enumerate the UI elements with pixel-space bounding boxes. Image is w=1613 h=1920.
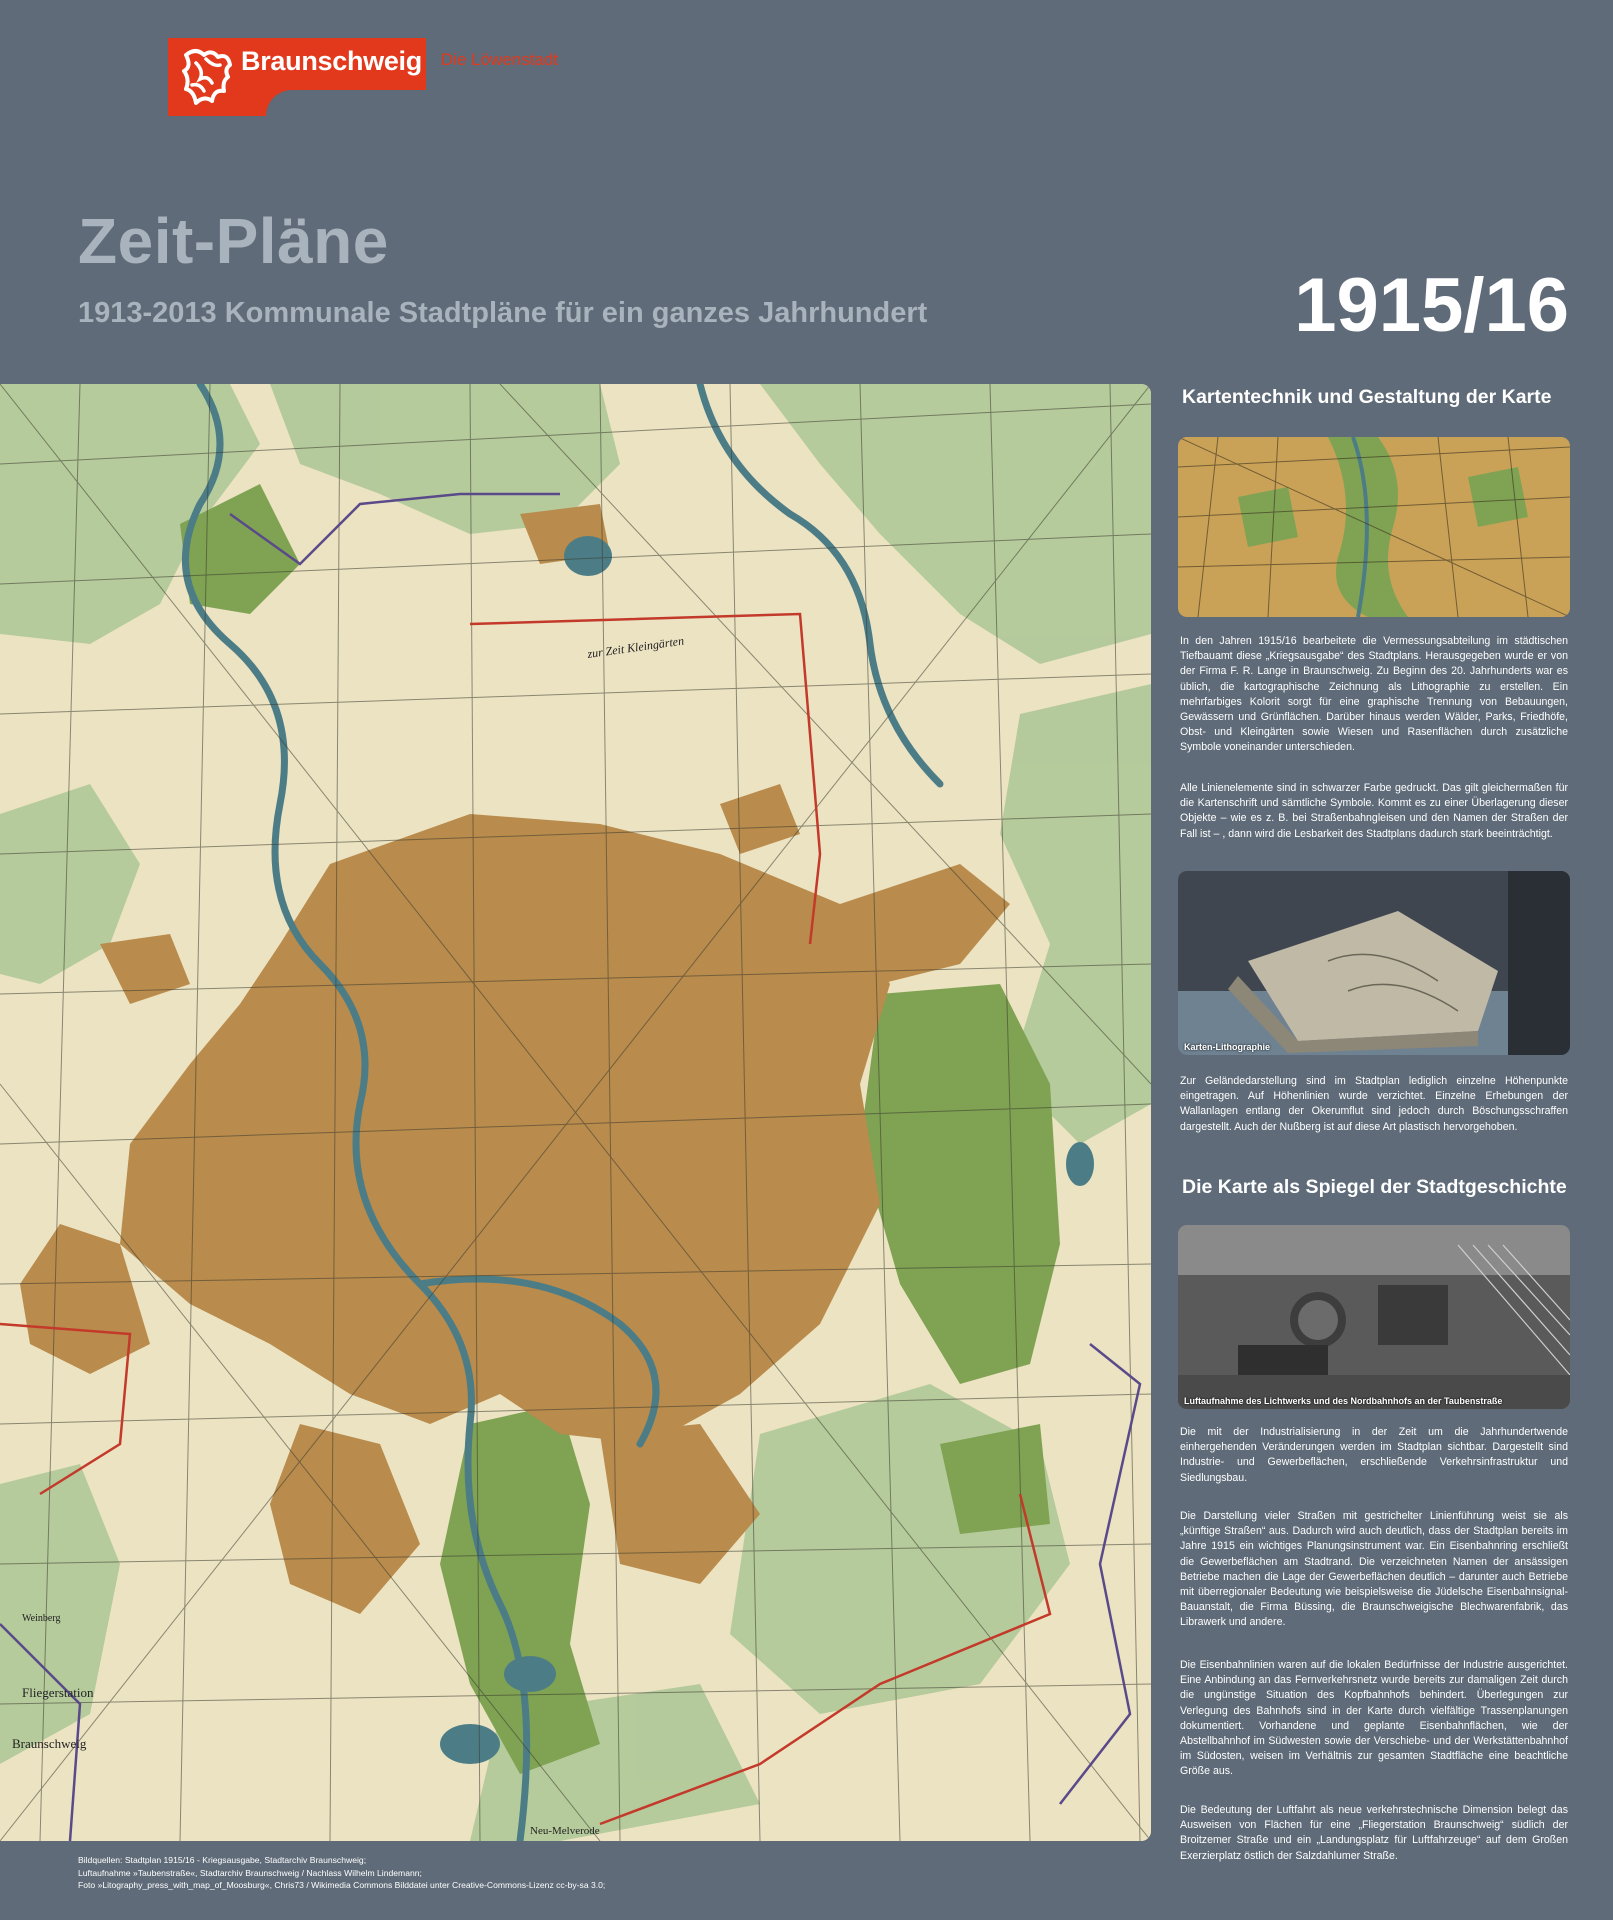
aerial-photo	[1178, 1225, 1570, 1409]
credit-line: Luftaufnahme »Taubenstraße«, Stadtarchiv Braunschweig / Nachlass Wilhelm Lindemann;	[78, 1867, 422, 1878]
brand-name: Braunschweig	[241, 46, 422, 76]
map-label-braunschweig: Braunschweig	[12, 1736, 87, 1751]
page-subtitle: 1913-2013 Kommunale Stadtpläne für ein ganzes Jahrhundert	[78, 297, 928, 329]
city-map-graphic	[0, 384, 1151, 1841]
map-detail-graphic	[1178, 437, 1570, 617]
map-label-neu-melverode: Neu-Melverode	[530, 1825, 600, 1837]
paragraph-kartentechnik-1: In den Jahren 1915/16 bearbeitete die Vermessungsabteilung im städtischen Tiefbauamt diese „Kriegsausgabe“ des Stadtplans. Herausgegeben wurde er von der Firma F. R. Lange in Braunschweig. Zu Beginn des 20. Jahrhunderts war es üblich, die kartographische Zeichnung als Lithographie zu erstellen. Ein mehrfarbiges Kolorit sorgt für eine graphische Trennung von Bebauungen, Gewässern und Grünflächen. Darüber hinaus werden Wälder, Parks, Friedhöfe, Obst- und Kleingärten sowie Wiesen und Rasenflächen durch zusätzliche Symbole voneinander unterschieden.	[1180, 635, 1568, 754]
map-label-kleingaerten: zur Zeit Kleingärten	[586, 633, 685, 661]
logo-notch	[266, 90, 426, 116]
section-heading-kartentechnik: Kartentechnik und Gestaltung der Karte	[1182, 386, 1552, 408]
city-map-1915	[0, 384, 1151, 1841]
map-year: 1915/16	[1294, 263, 1569, 348]
section-heading-stadtgeschichte: Die Karte als Spiegel der Stadtgeschichte	[1182, 1176, 1567, 1198]
page-title: Zeit-Pläne	[78, 205, 389, 277]
map-detail-image	[1178, 437, 1570, 617]
map-label-fliegerstation: Fliegerstation	[22, 1685, 94, 1700]
paragraph-industrialisierung: Die mit der Industrialisierung in der Zeit um die Jahrhundertwende einhergehenden Veränderungen werden im Stadtplan sichtbar. Dargestellt sind Industrie- und Gewerbeflächen, erschließende Verkehrsinfrastruktur und Siedlungsbau.	[1180, 1426, 1568, 1484]
map-label-weinberg: Weinberg	[22, 1613, 61, 1624]
aerial-photo-graphic	[1178, 1225, 1570, 1409]
lion-emblem-icon	[178, 45, 238, 109]
aerial-photo-caption: Luftaufnahme des Lichtwerks und des Nordbahnhofs an der Taubenstraße	[1184, 1396, 1503, 1406]
lithography-caption: Karten-Lithographie	[1184, 1042, 1271, 1052]
paragraph-luftfahrt: Die Bedeutung der Luftfahrt als neue verkehrstechnische Dimension belegt das Ausweisen von Flächen für eine „Fliegerstation Braunschweig“ südlich der Broitzemer Straße und ein „Landungsplatz für Luftfahrzeuge“ auf dem Großen Exerzierplatz östlich der Salzdahlumer Straße.	[1180, 1804, 1568, 1862]
brand-tagline: Die Löwenstadt	[441, 50, 559, 69]
paragraph-strassen: Die Darstellung vieler Straßen mit gestrichelter Linienführung weist sie als „künftige Straßen“ aus. Dadurch wird auch deutlich, dass der Stadtplan bereits im Jahre 1915 ein wichtiges Planungsinstrument war. Ein Eisenbahnring erschließt die Gewerbeflächen am Stadtrand. Die verzeichneten Namen der ansässigen Betriebe machen die Lage der Gewerbeflächen deutlich – darunter auch Betriebe mit überregionaler Bedeutung wie beispielsweise die Jüdelsche Eisenbahnsignal-Bauanstalt, die Firma Büssing, die Braunschweigische Blechwarenfabrik, das Librawerk und andere.	[1180, 1510, 1568, 1629]
credit-line: Foto »Litography_press_with_map_of_Moosburg«, Chris73 / Wikimedia Commons Bilddatei unter Creative-Commons-Lizenz cc-by-sa 3.0;	[78, 1880, 606, 1890]
lithography-image	[1178, 871, 1570, 1055]
paragraph-eisenbahn: Die Eisenbahnlinien waren auf die lokalen Bedürfnisse der Industrie ausgerichtet. Eine Anbindung an das Fernverkehrsnetz wurde bereits zur damaligen Zeit durch die ungünstige Situation des Kopfbahnhofs behindert. Überlegungen zur Verlegung des Bahnhofs sind in der Karte durch vielfältige Trassenplanungen dokumentiert. Vorhandene und geplante Eisenbahnflächen, wie der Abstellbahnhof im Südwesten sowie der Verschiebe- und der Werkstättenbahnhof im Südosten, weisen im Verhältnis zur gesamten Stadtfläche eine beachtliche Größe aus.	[1180, 1659, 1568, 1778]
lithography-graphic	[1178, 871, 1570, 1055]
paragraph-gelaende: Zur Geländedarstellung sind im Stadtplan lediglich einzelne Höhenpunkte eingetragen. Auf Höhenlinien wurde verzichtet. Einzelne Erhebungen der Wallanlagen entlang der Okerumflut sind jedoch durch Böschungsschraffen dargestellt. Auch der Nußberg ist auf diese Art plastisch hervorgehoben.	[1180, 1075, 1568, 1133]
credit-line: Bildquellen: Stadtplan 1915/16 - Kriegsausgabe, Stadtarchiv Braunschweig;	[78, 1855, 367, 1865]
image-credits	[78, 1854, 605, 1892]
braunschweig-logo	[168, 38, 426, 116]
paragraph-kartentechnik-2: Alle Linienelemente sind in schwarzer Farbe gedruckt. Das gilt gleichermaßen für die Kartenschrift und sämtliche Symbole. Kommt es zu einer Überlagerung dieser Objekte – wie es z. B. bei Straßenbahngleisen und den Namen der Straßen der Fall ist – , dann wird die Lesbarkeit des Stadtplans dadurch stark beeinträchtigt.	[1180, 782, 1568, 840]
